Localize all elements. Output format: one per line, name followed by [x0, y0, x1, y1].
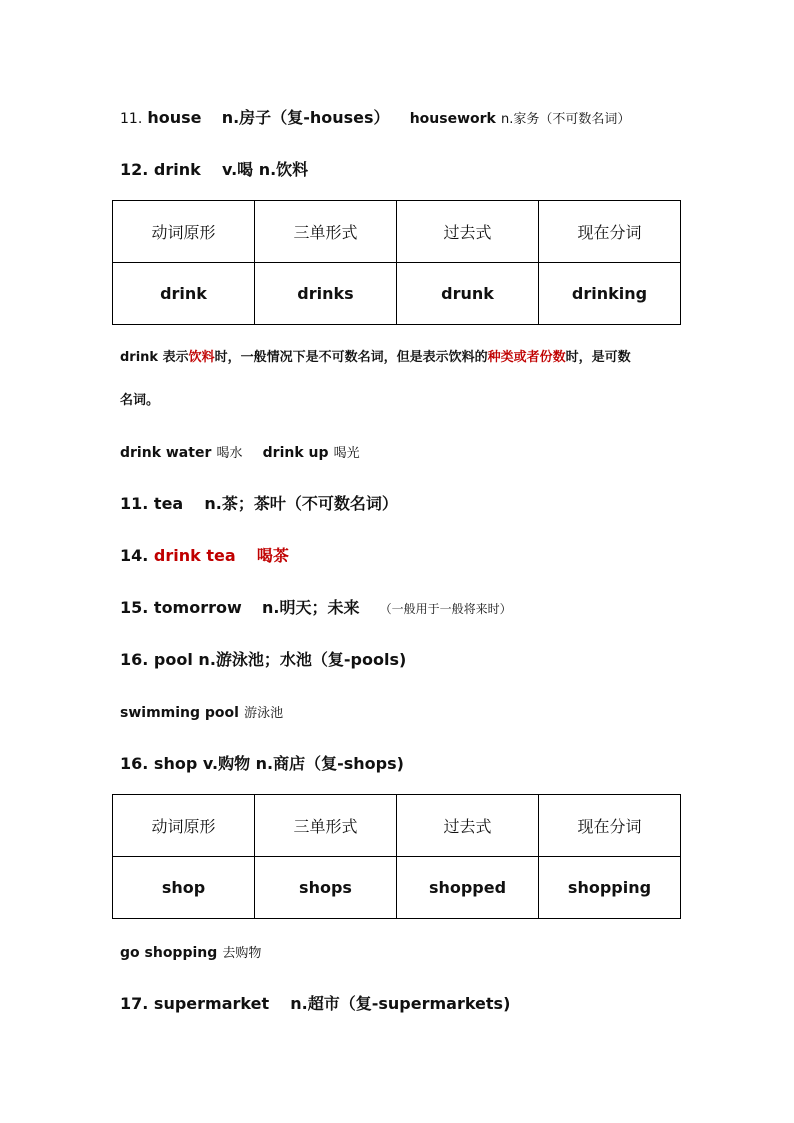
- note-highlight: 饮料: [188, 350, 215, 365]
- table-header-row: [113, 201, 681, 263]
- note-highlight: 种类或者份数: [487, 350, 566, 365]
- phrase-definition: 喝水: [216, 446, 243, 461]
- entry-title: 16. pool: [120, 650, 193, 669]
- note-text: 时，是可数: [565, 350, 631, 365]
- shop-phrase: [120, 941, 261, 965]
- table-cell: shopping: [539, 857, 681, 919]
- drink-forms-table: [112, 200, 681, 325]
- table-row: [113, 263, 681, 325]
- entry-title: 11. tea: [120, 494, 184, 513]
- entry-definition: n.游泳池；水池（复-pools): [198, 650, 407, 669]
- entry-phrase: drink tea: [153, 546, 236, 565]
- drink-usage-note: [120, 347, 631, 369]
- table-header-cell: 三单形式: [255, 201, 397, 263]
- entry-definition: 喝茶: [256, 546, 289, 565]
- table-header-cell: 动词原形: [113, 201, 255, 263]
- entry-title: 16. shop: [120, 754, 198, 773]
- entry-number: 11.: [120, 111, 143, 127]
- entry-tea: [120, 493, 398, 515]
- phrase: go shopping: [120, 945, 218, 961]
- entry-plural: （复-houses）: [271, 108, 390, 127]
- table-header-cell: 现在分词: [539, 795, 681, 857]
- phrase-definition: 喝光: [333, 446, 360, 461]
- table-header-cell: 过去式: [397, 795, 539, 857]
- table-cell: drinking: [539, 263, 681, 325]
- phrase-definition: 游泳池: [244, 706, 284, 721]
- table-cell: shopped: [397, 857, 539, 919]
- table-header-cell: 现在分词: [539, 201, 681, 263]
- table-header-cell: 动词原形: [113, 795, 255, 857]
- table-cell: drink: [113, 263, 255, 325]
- entry-definition: v.购物 n.商店（复-shops): [202, 754, 404, 773]
- table-header-cell: 三单形式: [255, 795, 397, 857]
- pool-phrase: [120, 701, 283, 725]
- entry-house: [120, 107, 630, 131]
- related-definition: n.家务（不可数名词）: [500, 112, 631, 127]
- note-text: 名词。: [120, 393, 160, 408]
- table-cell: shops: [255, 857, 397, 919]
- entry-definition: n.超市（复-supermarkets): [290, 994, 511, 1013]
- note-text: drink 表示: [120, 350, 189, 365]
- entry-drink-tea: [120, 545, 289, 567]
- entry-number: 14.: [120, 546, 149, 565]
- entry-definition: n.明天；未来: [261, 598, 360, 617]
- entry-title: 12. drink: [120, 160, 201, 179]
- note-text: 时，一般情况下是不可数名词，但是表示饮料的: [214, 350, 488, 365]
- entry-title: 15. tomorrow: [120, 598, 242, 617]
- table-header-row: [113, 795, 681, 857]
- entry-title: 17. supermarket: [120, 994, 270, 1013]
- entry-definition: v.喝 n.饮料: [221, 160, 309, 179]
- phrase: swimming pool: [120, 705, 239, 721]
- entry-word: house: [147, 108, 202, 127]
- phrase: drink up: [262, 445, 329, 461]
- shop-forms-table: [112, 794, 681, 919]
- entry-drink: [120, 159, 308, 181]
- related-word: housework: [409, 111, 496, 127]
- entry-pool: [120, 649, 406, 671]
- drink-usage-note-cont: [120, 390, 159, 412]
- phrase: drink water: [120, 445, 212, 461]
- drink-phrases: [120, 441, 360, 465]
- entry-pos: n.房子: [221, 108, 272, 127]
- table-row: [113, 857, 681, 919]
- phrase-definition: 去购物: [222, 946, 262, 961]
- entry-shop: [120, 753, 404, 775]
- table-cell: drunk: [397, 263, 539, 325]
- table-cell: drinks: [255, 263, 397, 325]
- entry-note: （一般用于一般将来时）: [379, 602, 512, 616]
- entry-supermarket: [120, 993, 510, 1015]
- table-header-cell: 过去式: [397, 201, 539, 263]
- table-cell: shop: [113, 857, 255, 919]
- entry-tomorrow: [120, 597, 512, 620]
- entry-definition: n.茶；茶叶（不可数名词）: [204, 494, 398, 513]
